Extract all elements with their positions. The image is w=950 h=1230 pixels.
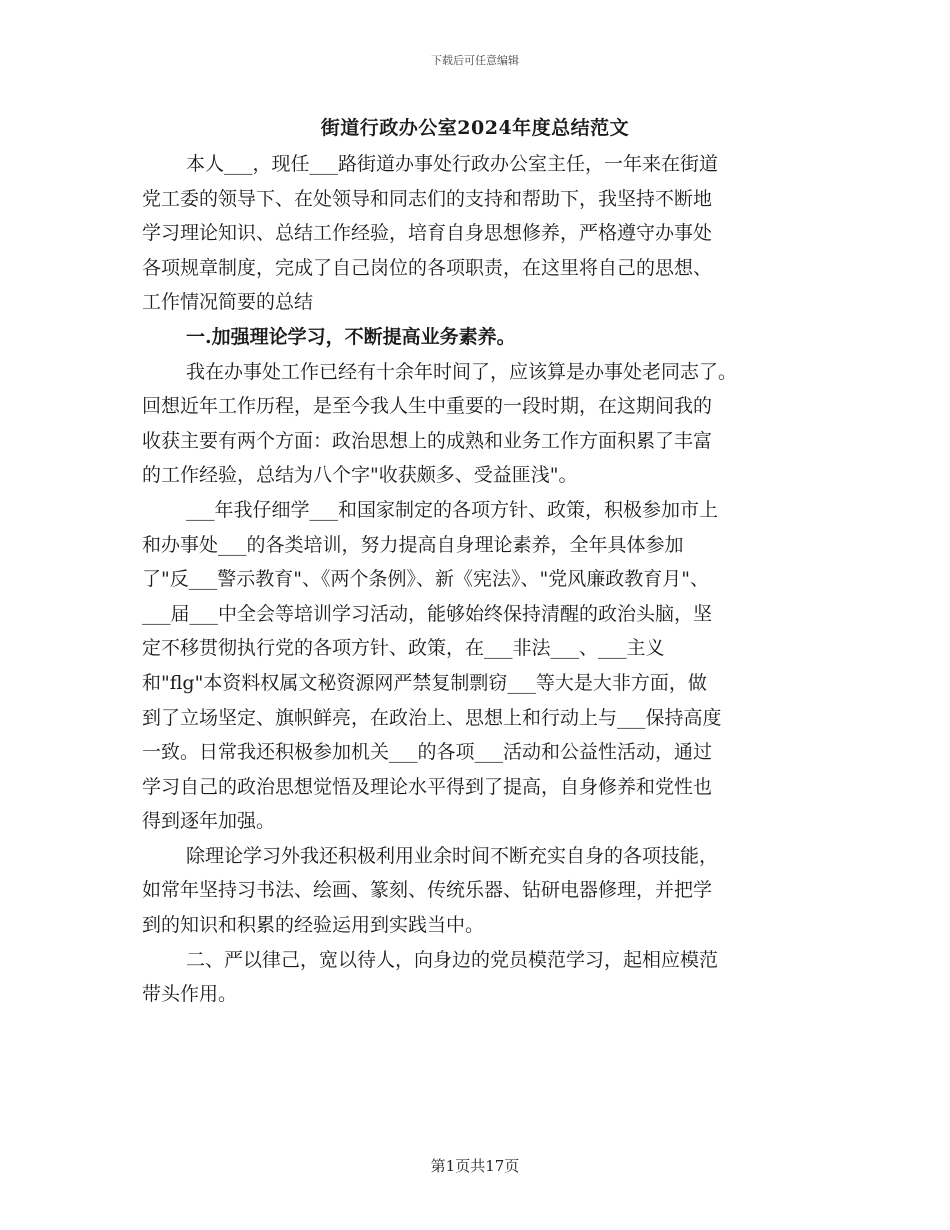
body-line: 学习自己的政治思想觉悟及理论水平得到了提高，自身修养和党性也 (142, 775, 713, 798)
body-line: ___年我仔细学___和国家制定的各项方针、政策，积极参加市上 (186, 498, 719, 521)
section-heading: 二、严以律己，宽以待人，向身边的党员模范学习，起相应模范 (186, 948, 719, 971)
body-line: 工作情况简要的总结 (142, 291, 314, 314)
body-line: 党工委的领导下、在处领导和同志们的支持和帮助下，我坚持不断地 (142, 187, 713, 210)
document-title: 街道行政办公室2024年度总结范文 (320, 117, 630, 139)
body-line: 除理论学习外我还积极利用业余时间不断充实自身的各项技能， (186, 844, 719, 867)
body-line: ___届___中全会等培训学习活动，能够始终保持清醒的政治头脑，坚 (142, 602, 713, 625)
body-line: 到了立场坚定、旗帜鲜亮，在政治上、思想上和行动上与___保持高度 (142, 706, 722, 729)
body-line: 和"flg"本资料权属文秘资源网严禁复制剽窃___等大是大非方面，做 (142, 671, 707, 694)
body-line: 收获主要有两个方面：政治思想上的成熟和业务工作方面积累了丰富 (142, 429, 713, 452)
body-line: 回想近年工作历程，是至今我人生中重要的一段时期，在这期间我的 (142, 395, 713, 418)
header-note: 下载后可任意编辑 (431, 54, 519, 67)
body-line: 各项规章制度，完成了自己岗位的各项职责，在这里将自己的思想、 (142, 256, 713, 279)
body-line: 我在办事处工作已经有十余年时间了，应该算是办事处老同志了。 (186, 360, 738, 383)
section-heading: 一.加强理论学习，不断提高业务素养。 (186, 325, 516, 348)
body-line: 本人___，现任___路街道办事处行政办公室主任，一年来在街道 (186, 153, 719, 175)
body-line: 到的知识和积累的经验运用到实践当中。 (142, 914, 485, 937)
body-line: 如常年坚持习书法、绘画、篆刻、传统乐器、钻研电器修理，并把学 (142, 879, 713, 902)
page-footer: 第1页共17页 (430, 1157, 520, 1175)
body-line: 了"反___警示教育"、《两个条例》、新《宪法》、"党风廉政教育月"、 (142, 568, 709, 591)
body-line: 和办事处___的各类培训，努力提高自身理论素养，全年具体参加 (142, 533, 684, 556)
body-line: 定不移贯彻执行党的各项方针、政策，在___非法___、___主义 (142, 637, 665, 660)
body-line: 一致。日常我还积极参加机关___的各项___活动和公益性活动，通过 (142, 741, 713, 764)
body-line: 的工作经验，总结为八个字"收获颇多、受益匪浅"。 (142, 464, 578, 487)
body-line: 得到逐年加强。 (142, 810, 276, 833)
document-body (142, 147, 814, 1012)
body-line: 带头作用。 (142, 983, 238, 1006)
body-line: 学习理论知识、总结工作经验，培育自身思想修养，严格遵守办事处 (142, 222, 713, 245)
